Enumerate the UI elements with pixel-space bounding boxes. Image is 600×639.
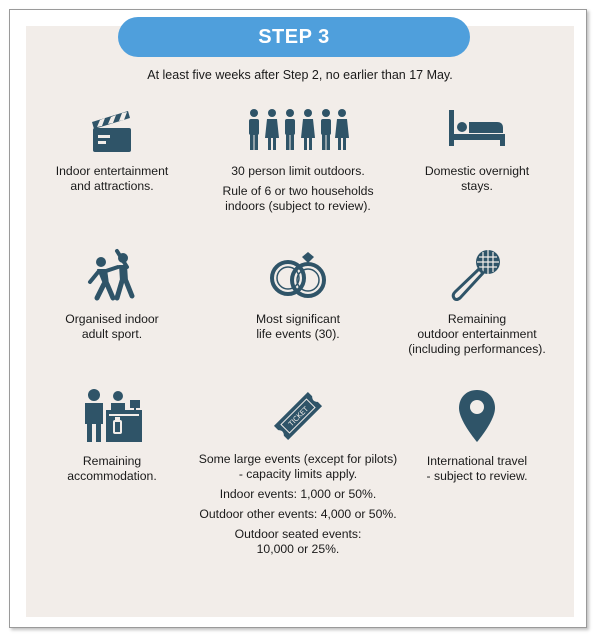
bed-icon (447, 108, 507, 148)
sport-icon (87, 248, 137, 302)
item-accommodation (17, 388, 207, 484)
item-label: Rule of 6 or two households (222, 184, 374, 198)
item-label: life events (30). (256, 327, 340, 341)
item-label: and attractions. (70, 179, 154, 193)
item-label: outdoor entertainment (417, 327, 537, 341)
item-label: - subject to review. (426, 469, 528, 483)
item-overnight-stays (382, 108, 572, 194)
ticket-icon (270, 388, 326, 444)
item-indoor-entertainment (17, 108, 207, 194)
item-label: Most significant (256, 312, 340, 326)
item-label: accommodation. (67, 469, 157, 483)
svg-text:TICKET: TICKET (287, 405, 311, 429)
item-label: Organised indoor (65, 312, 159, 326)
item-label: International travel (426, 454, 528, 468)
item-label: - capacity limits apply. (238, 467, 358, 481)
item-label: Outdoor seated events: (234, 527, 362, 541)
item-large-events (193, 388, 403, 557)
item-label: Remaining (447, 312, 507, 326)
item-international-travel (382, 388, 572, 484)
item-label: 10,000 or 25%. (256, 542, 340, 556)
item-outdoor-entertainment (382, 248, 572, 357)
item-label: Indoor entertainment (55, 164, 169, 178)
item-indoor-sport (17, 248, 207, 342)
location-pin-icon (457, 388, 497, 444)
item-label: Indoor events: 1,000 or 50%. (219, 487, 377, 501)
microphone-icon (450, 248, 504, 302)
reception-desk-icon (80, 388, 144, 444)
item-label: Domestic overnight (424, 164, 530, 178)
item-label: adult sport. (81, 327, 143, 341)
item-label: Some large events (except for pilots) (198, 452, 398, 466)
item-label: stays. (461, 179, 493, 193)
step-title: STEP 3 (258, 25, 330, 48)
item-label: Outdoor other events: 4,000 or 50%. (199, 507, 397, 521)
wedding-rings-icon (266, 248, 330, 302)
step-subtitle: At least five weeks after Step 2, no earlier than 17 May. (147, 68, 453, 82)
step-banner (118, 17, 470, 57)
item-label: 30 person limit outdoors. (231, 164, 365, 178)
people-group-icon (246, 108, 350, 152)
clapperboard-icon (90, 108, 134, 154)
item-label: (including performances). (408, 342, 546, 356)
item-label: indoors (subject to review). (225, 199, 371, 213)
item-person-limit (203, 108, 393, 214)
item-life-events (203, 248, 393, 342)
item-label: Remaining (82, 454, 142, 468)
